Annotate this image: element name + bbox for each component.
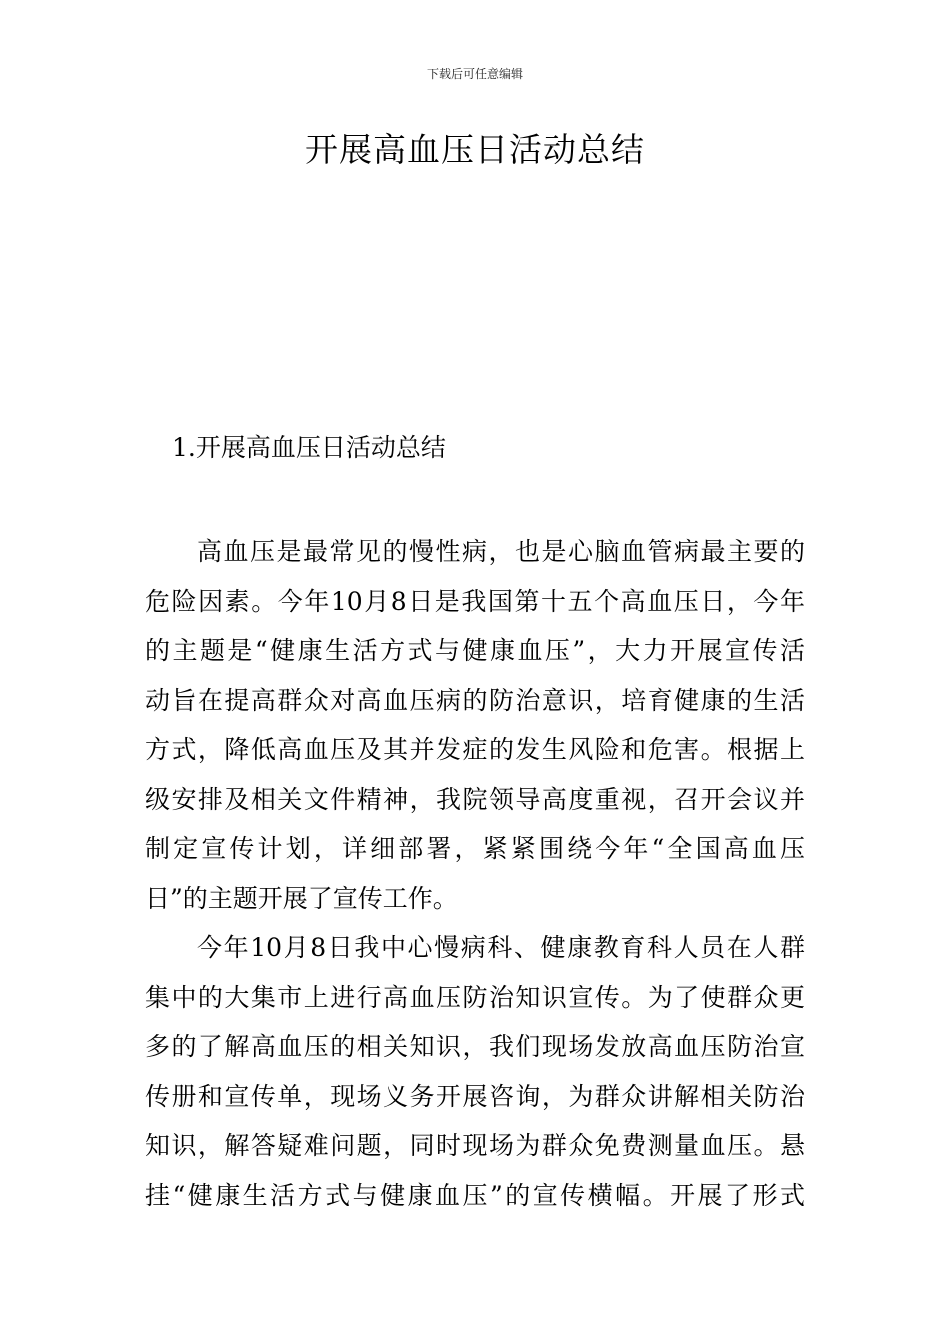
text-line: 危险因素。今年10月8日是我国第十五个高血压日，今年 xyxy=(145,586,805,616)
text-line: 挂“健康生活方式与健康血压”的宣传横幅。开展了形式 xyxy=(145,1180,805,1210)
text-line: 级安排及相关文件精神，我院领导高度重视，召开会议并 xyxy=(145,784,805,814)
section-heading: 1.开展高血压日活动总结 xyxy=(172,433,446,462)
paragraph-2 xyxy=(145,923,805,1220)
text-line: 方式，降低高血压及其并发症的发生风险和危害。根据上 xyxy=(145,735,805,764)
text-line: 多的了解高血压的相关知识，我们现场发放高血压防治宣 xyxy=(145,1032,805,1061)
text-line: 的主题是“健康生活方式与健康血压”，大力开展宣传活 xyxy=(145,636,805,665)
paragraph-1 xyxy=(145,527,805,923)
text-line: 制定宣传计划，详细部署，紧紧围绕今年“全国高血压 xyxy=(145,834,805,863)
text-line: 今年10月8日我中心慢病科、健康教育科人员在人群 xyxy=(197,933,805,962)
text-line: 集中的大集市上进行高血压防治知识宣传。为了使群众更 xyxy=(145,982,805,1012)
header-note: 下载后可任意编辑 xyxy=(426,67,523,81)
text-line: 高血压是最常见的慢性病，也是心脑血管病最主要的 xyxy=(197,537,805,566)
text-line: 知识，解答疑难问题，同时现场为群众免费测量血压。悬 xyxy=(145,1131,805,1160)
document-body xyxy=(145,527,805,1220)
text-line: 传册和宣传单，现场义务开展咨询，为群众讲解相关防治 xyxy=(145,1081,805,1111)
document-title: 开展高血压日活动总结 xyxy=(305,130,645,169)
text-line: 动旨在提高群众对高血压病的防治意识，培育健康的生活 xyxy=(145,685,805,715)
text-line: 日”的主题开展了宣传工作。 xyxy=(145,883,458,913)
